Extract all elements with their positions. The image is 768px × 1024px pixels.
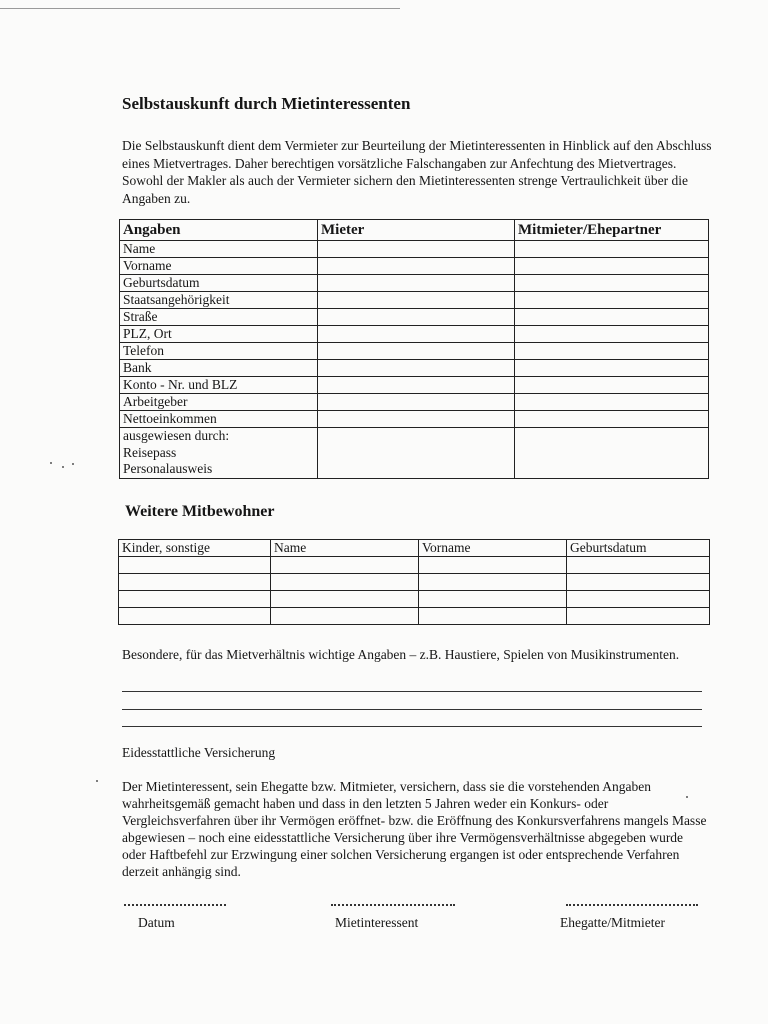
- table-row: [119, 574, 710, 591]
- intro-paragraph: Die Selbstauskunft dient dem Vermieter zur Beurteilung der Mietinteressenten in Hinblick auf den Abschluss eines Mietvertrages. Daher berechtigen vorsätzliche Falschangaben zur Anfechtung des Mietvertrages. Sowohl der Makler als auch der Vermieter sichern den Mietinteressenten strenge Vertraulichkeit über die Angaben zu.: [122, 138, 712, 206]
- mieter-field[interactable]: [318, 326, 515, 343]
- resident-field[interactable]: [419, 574, 567, 591]
- mieter-field[interactable]: [318, 428, 515, 479]
- table-row: [120, 258, 709, 275]
- resident-field[interactable]: [271, 574, 419, 591]
- mitmieter-field[interactable]: [515, 428, 709, 479]
- mieter-field[interactable]: [318, 394, 515, 411]
- id-option-personalausweis: Personalausweis: [123, 461, 213, 476]
- table-row: [119, 557, 710, 574]
- mitmieter-field[interactable]: [515, 394, 709, 411]
- mieter-field[interactable]: [318, 360, 515, 377]
- row-label: Vorname: [120, 258, 318, 275]
- table-header-row: [120, 220, 709, 241]
- resident-field[interactable]: [419, 608, 567, 625]
- column-header-geburtsdatum: Geburtsdatum: [567, 540, 710, 557]
- table-row: [120, 309, 709, 326]
- special-notes-line[interactable]: [122, 691, 702, 692]
- scan-speck: [50, 462, 52, 464]
- row-label: Staatsangehörigkeit: [120, 292, 318, 309]
- row-label: Bank: [120, 360, 318, 377]
- mitmieter-field[interactable]: [515, 292, 709, 309]
- mieter-field[interactable]: [318, 275, 515, 292]
- row-label: Nettoeinkommen: [120, 411, 318, 428]
- resident-field[interactable]: [119, 574, 271, 591]
- mieter-field[interactable]: [318, 343, 515, 360]
- column-header-kinder: Kinder, sonstige: [119, 540, 271, 557]
- table-row: [119, 608, 710, 625]
- table-row: [120, 241, 709, 258]
- column-header-name: Name: [271, 540, 419, 557]
- special-notes-line[interactable]: [122, 709, 702, 710]
- mitmieter-field[interactable]: [515, 309, 709, 326]
- applicant-info-table: [119, 219, 709, 479]
- row-label: Straße: [120, 309, 318, 326]
- mitmieter-field[interactable]: [515, 258, 709, 275]
- signature-label-mietinteressent: Mietinteressent: [335, 915, 419, 930]
- mitmieter-field[interactable]: [515, 275, 709, 292]
- id-document-label-cell: [120, 428, 318, 479]
- mitmieter-field[interactable]: [515, 360, 709, 377]
- oath-heading: Eidesstattliche Versicherung: [122, 745, 276, 760]
- table-row: [120, 428, 709, 479]
- resident-field[interactable]: [271, 557, 419, 574]
- mieter-field[interactable]: [318, 377, 515, 394]
- table-row: [120, 360, 709, 377]
- resident-field[interactable]: [567, 591, 710, 608]
- table-row: [120, 326, 709, 343]
- scan-speck: [72, 463, 74, 465]
- resident-field[interactable]: [419, 557, 567, 574]
- id-label: ausgewiesen durch:: [123, 428, 230, 443]
- table-row: [120, 275, 709, 292]
- row-label: PLZ, Ort: [120, 326, 318, 343]
- row-label: Name: [120, 241, 318, 258]
- column-header-angaben: Angaben: [120, 220, 318, 241]
- resident-field[interactable]: [119, 557, 271, 574]
- scan-speck: [62, 466, 64, 468]
- signature-label-datum: Datum: [138, 915, 175, 930]
- resident-field[interactable]: [119, 608, 271, 625]
- page-title: Selbstauskunft durch Mietinteressenten: [122, 94, 411, 113]
- row-label: Konto - Nr. und BLZ: [120, 377, 318, 394]
- table-row: [119, 591, 710, 608]
- special-notes-prompt: Besondere, für das Mietverhältnis wichtige Angaben – z.B. Haustiere, Spielen von Musikinstrumenten.: [122, 647, 680, 662]
- scan-speck: [96, 780, 98, 782]
- row-label: Telefon: [120, 343, 318, 360]
- resident-field[interactable]: [567, 557, 710, 574]
- mieter-field[interactable]: [318, 309, 515, 326]
- special-notes-line[interactable]: [122, 726, 702, 727]
- table-row: [120, 292, 709, 309]
- applicant-signature-line[interactable]: [331, 904, 455, 906]
- table-row: [120, 394, 709, 411]
- scan-edge-line: [0, 8, 400, 9]
- resident-field[interactable]: [419, 591, 567, 608]
- row-label: Geburtsdatum: [120, 275, 318, 292]
- column-header-mitmieter: Mitmieter/Ehepartner: [515, 220, 709, 241]
- signature-label-ehegatte: Ehegatte/Mitmieter: [560, 915, 665, 930]
- mieter-field[interactable]: [318, 411, 515, 428]
- resident-field[interactable]: [271, 608, 419, 625]
- oath-paragraph: Der Mietinteressent, sein Ehegatte bzw. Mitmieter, versichern, dass sie die vorstehenden Angaben wahrheitsgemäß gemacht haben und dass in den letzten 5 Jahren weder ein Konkurs- oder Vergleichsverfahren über ihr Vermögen eröffnet- bzw. die Eröffnung des Konkursverfahrens mangels Masse abgewiesen – noch eine eidesstattliche Versicherung über ihre Vermögensverhältnisse abgegeben wurde oder Haftbefehl zur Erzwingung einer solchen Versicherung ergangen ist oder entsprechende Verfahren derzeit anhängig sind.: [122, 779, 707, 879]
- table-row: [120, 343, 709, 360]
- resident-field[interactable]: [567, 574, 710, 591]
- section-title-mitbewohner: Weitere Mitbewohner: [125, 503, 275, 520]
- mitmieter-field[interactable]: [515, 326, 709, 343]
- mitmieter-field[interactable]: [515, 343, 709, 360]
- column-header-mieter: Mieter: [318, 220, 515, 241]
- mieter-field[interactable]: [318, 292, 515, 309]
- mieter-field[interactable]: [318, 241, 515, 258]
- partner-signature-line[interactable]: [566, 904, 698, 906]
- resident-field[interactable]: [119, 591, 271, 608]
- resident-field[interactable]: [567, 608, 710, 625]
- id-option-reisepass: Reisepass: [123, 444, 177, 460]
- mitmieter-field[interactable]: [515, 241, 709, 258]
- column-header-vorname: Vorname: [419, 540, 567, 557]
- row-label: Arbeitgeber: [120, 394, 318, 411]
- mitmieter-field[interactable]: [515, 377, 709, 394]
- table-row: [120, 411, 709, 428]
- mitmieter-field[interactable]: [515, 411, 709, 428]
- residents-table: [118, 539, 710, 625]
- table-header-row: [119, 540, 710, 557]
- resident-field[interactable]: [271, 591, 419, 608]
- mieter-field[interactable]: [318, 258, 515, 275]
- date-signature-line[interactable]: [124, 904, 226, 906]
- table-row: [120, 377, 709, 394]
